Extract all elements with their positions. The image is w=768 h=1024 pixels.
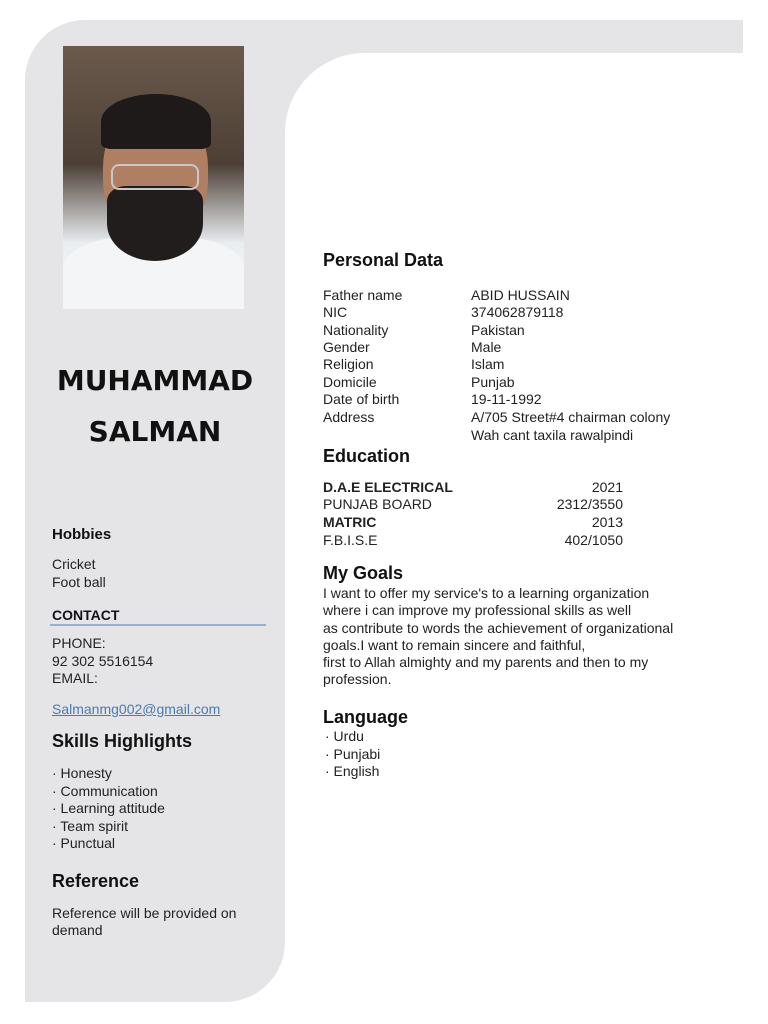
language-item: · Urdu	[325, 728, 364, 744]
education-label: MATRIC	[323, 514, 377, 530]
row-label: Father name	[323, 287, 403, 303]
education-value: 2021	[591, 479, 623, 495]
row-value: Wah cant taxila rawalpindi	[471, 427, 634, 443]
row-label: Address	[323, 409, 375, 425]
skill-item: · Team spirit	[52, 817, 128, 834]
education-value: 2312/3550	[556, 496, 623, 512]
row-label: Religion	[323, 356, 374, 372]
education-row	[323, 479, 623, 497]
goals-line: goals.I want to remain sincere and faithful,	[323, 636, 586, 653]
skill-item: · Learning attitude	[52, 800, 165, 816]
reference-text: Reference will be provided on	[52, 905, 237, 921]
row-value: Pakistan	[471, 322, 525, 338]
phone-label: PHONE:	[52, 635, 106, 651]
row-value: A/705 Street#4 chairman colony	[471, 409, 671, 425]
contact-heading: CONTACT	[52, 607, 120, 623]
goals-line: first to Allah almighty and my parents and then to my	[323, 654, 649, 671]
phone-number: 92 302 5516154	[52, 653, 154, 669]
row-value: Punjab	[471, 374, 515, 390]
skill-item: · Communication	[52, 782, 158, 799]
education-value: 2013	[591, 514, 623, 530]
skill-item: · Honesty	[52, 765, 112, 781]
language-list	[325, 728, 380, 781]
reference-heading: Reference	[52, 871, 140, 891]
email-label: EMAIL:	[52, 670, 98, 686]
language-item: · English	[325, 763, 380, 779]
email-link[interactable]: Salmanmg002@gmail.com	[52, 701, 221, 717]
education-label: F.B.I.S.E	[323, 532, 378, 548]
skills-heading: Skills Highlights	[52, 731, 193, 751]
education-value: 402/1050	[564, 532, 623, 548]
row-label: Domicile	[323, 374, 377, 390]
first-name: MUHAMMAD	[56, 364, 254, 397]
hobby-item: Cricket	[52, 556, 96, 572]
row-value: Male	[471, 339, 502, 355]
education-row	[323, 532, 623, 550]
profile-photo	[63, 46, 244, 309]
language-heading: Language	[323, 707, 409, 727]
skill-item: · Punctual	[52, 835, 116, 851]
row-label: Gender	[323, 339, 370, 355]
hobby-item: Foot ball	[52, 574, 106, 590]
language-item: · Punjabi	[325, 745, 381, 762]
hobbies-heading: Hobbies	[52, 526, 112, 543]
education-row	[323, 496, 623, 514]
education-row	[323, 514, 623, 532]
goals-heading: My Goals	[323, 563, 404, 583]
goals-text	[323, 585, 723, 689]
education-heading: Education	[323, 446, 411, 466]
goals-line: where i can improve my professional skills as well	[323, 602, 632, 619]
education-label: D.A.E ELECTRICAL	[323, 479, 453, 495]
row-value: ABID HUSSAIN	[471, 287, 570, 303]
goals-line: as contribute to words the achievement of organizational	[323, 619, 674, 636]
last-name: SALMAN	[88, 415, 222, 448]
goals-line: I want to offer my service's to a learning organization	[323, 585, 650, 601]
row-label: Nationality	[323, 322, 389, 338]
row-value: 19-11-1992	[471, 391, 542, 407]
education-label: PUNJAB BOARD	[323, 496, 432, 512]
row-value: Islam	[471, 356, 505, 372]
goals-line: profession.	[323, 671, 392, 688]
row-label: Date of birth	[323, 391, 400, 407]
skills-list	[52, 765, 165, 853]
personal-data-heading: Personal Data	[323, 250, 444, 270]
row-value: 374062879118	[471, 304, 564, 320]
contact-divider	[50, 624, 266, 626]
row-label: NIC	[323, 304, 348, 320]
reference-text: demand	[52, 922, 103, 938]
